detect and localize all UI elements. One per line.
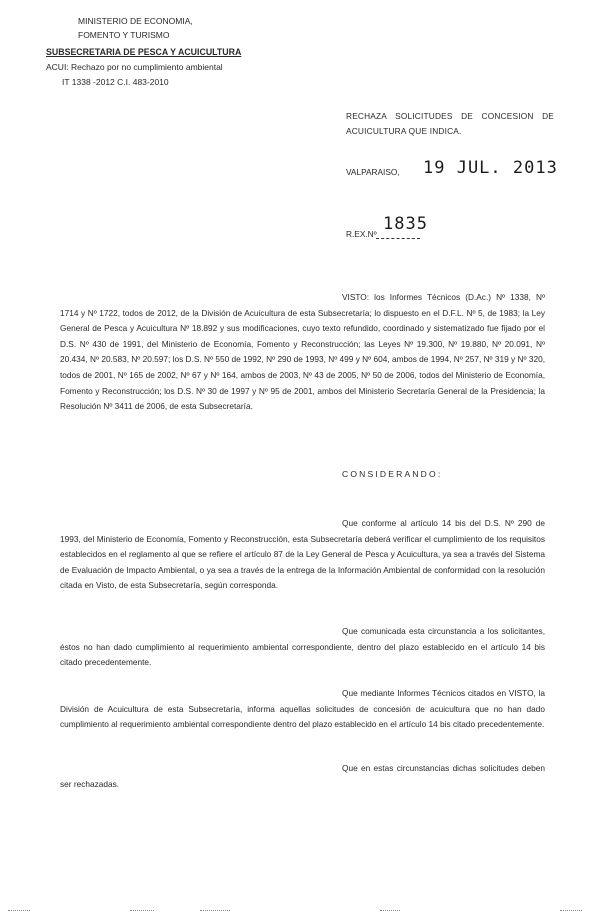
place-label: VALPARAISO, xyxy=(346,167,400,177)
resolution-number-underline xyxy=(376,238,420,239)
reference-line1: ACUI: Rechazo por no cumplimiento ambiental xyxy=(46,62,223,72)
ministry-name-line2: FOMENTO Y TURISMO xyxy=(78,30,170,40)
visto-paragraph: VISTO: los Informes Técnicos (D.Ac.) Nº 1338, Nº 1714 y Nº 1722, todos de 2012, de la División de Acuicultura de esta Subsecretaría; lo dispuesto en el D.F.L. Nº 5, de 1983; la Ley General de Pesca y Acuicultura Nº 18.892 y sus modificaciones, cuyo texto refundido, coordinado y sistematizado fue fijado por el D.S. Nº 430 de 1991, del Ministerio de Economía, Fomento y Reconstrucción; las Leyes Nº 19.300, Nº 19.880, Nº 20.091, Nº 20.434, Nº 20.583, Nº 20.597; los D.S. Nº 550 de 1992, Nº 290 de 1993, Nº 499 y Nº 604, ambos de 1994, Nº 257, Nº 319 y Nº 320, todos de 2001, Nº 165 de 2002, Nº 67 y Nº 164, ambos de 2003, Nº 43 de 2005, Nº 50 de 2006, todos del Ministerio de Economía, Fomento y Reconstrucción; los D.S. Nº 30 de 1997 y Nº 95 de 2001, ambos del Ministerio Secretaría General de la Presidencia; la Resolución Nº 3411 de 2006, de esta Subsecretaría. xyxy=(60,292,545,412)
footer-dots xyxy=(380,910,400,911)
considerando-heading: CONSIDERANDO: xyxy=(342,469,443,479)
ministry-name-line1: MINISTERIO DE ECONOMIA, xyxy=(78,16,193,26)
considerando-paragraph-4: Que en estas circunstancias dichas solicitudes deben ser rechazadas. xyxy=(60,763,545,789)
considerando-paragraph-3: Que mediante Informes Técnicos citados en VISTO, la División de Acuicultura de esta Subsecretaría, informa aquellas solicitudes de concesión de acuicultura que no han dado cumplimiento al requerimiento ambiental correspondiente dentro del plazo establecido en el artículo 14 bis citado precedentemente. xyxy=(60,688,545,730)
considerando-paragraph-1: Que conforme al artículo 14 bis del D.S. Nº 290 de 1993, del Ministerio de Economía, Fomento y Reconstrucción, esta Subsecretaría deberá verificar el cumplimiento de los requisitos establecidos en el reglamento al que se refiere el artículo 87 de la Ley General de Pesca y Acuicultura, ya sea a través del Sistema de Evaluación de Impacto Ambiental, o ya sea a través de la entrega de la Información Ambiental de conformidad con la resolución citada en Visto, de esta Subsecretaría, según corresponda. xyxy=(60,518,545,591)
footer-dots xyxy=(560,910,582,911)
footer-dots xyxy=(8,910,30,911)
undersecretariat-name: SUBSECRETARIA DE PESCA Y ACUICULTURA xyxy=(46,47,242,57)
footer-dots xyxy=(200,910,230,911)
considerando-paragraph-2: Que comunicada esta circunstancia a los solicitantes, éstos no han dado cumplimiento al requerimiento ambiental correspondiente, dentro del plazo establecido en el artículo 14 bis citado precedentemente. xyxy=(60,626,545,668)
reference-line2: IT 1338 -2012 C.I. 483-2010 xyxy=(62,77,169,87)
footer-dots xyxy=(130,910,154,911)
page-footer-marks xyxy=(0,904,600,914)
date-stamp: 19 JUL. 2013 xyxy=(423,158,558,178)
resolution-subject: RECHAZA SOLICITUDES DE CONCESION DE ACUICULTURA QUE INDICA. xyxy=(346,111,554,136)
resolution-number-label: R.EX.Nº xyxy=(346,229,377,239)
resolution-number-stamp: 1835 xyxy=(383,214,428,234)
